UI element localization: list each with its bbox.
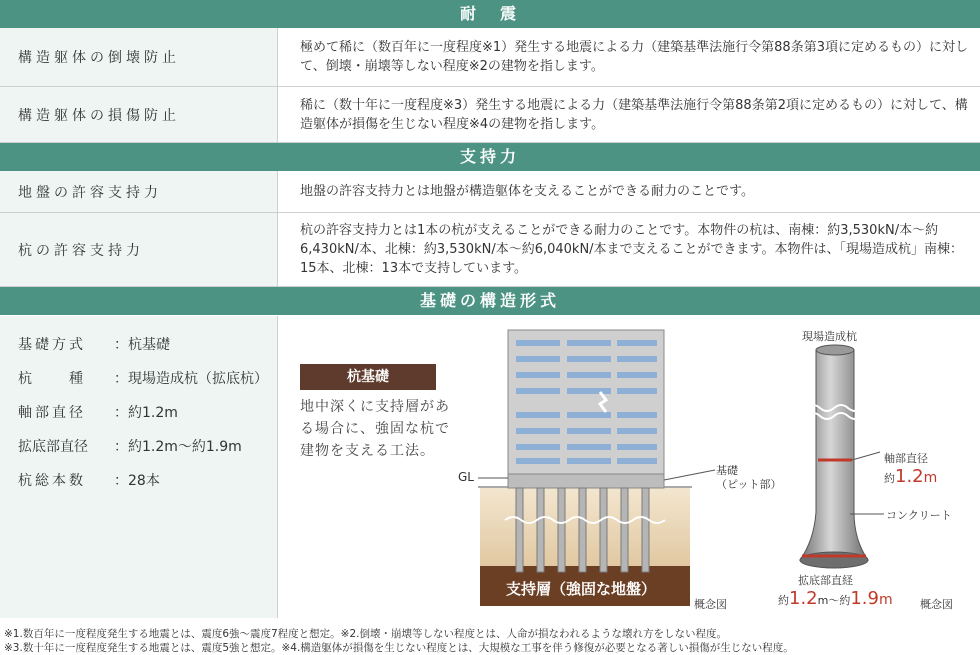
support-layer-label: 支持層（強固な地盤） bbox=[506, 580, 657, 598]
spec-key: 杭総本数 bbox=[18, 473, 86, 489]
shaft-unit: m bbox=[923, 470, 938, 486]
section-header-taishin: 耐 震 bbox=[0, 0, 980, 28]
pile-foundation-tag: 杭基礎 bbox=[300, 364, 436, 390]
spec-colon: ： bbox=[114, 405, 128, 421]
spec-colon: ： bbox=[114, 439, 128, 455]
shaft-value-group bbox=[884, 466, 937, 487]
pit-label: （ピット部） bbox=[716, 478, 782, 491]
base-pre: 約 bbox=[778, 594, 789, 607]
spec-value: 現場造成杭（拡底杭） bbox=[128, 371, 268, 387]
method-description: 地中深くに支持層がある場合に、強固な杭で建物を支える工法。 bbox=[300, 399, 450, 459]
base-value-1: 1.2 bbox=[789, 588, 818, 609]
gl-label: GL bbox=[458, 470, 474, 484]
concept-label-pile: 概念図 bbox=[920, 598, 953, 611]
row-text: 杭の許容支持力とは1本の杭が支えることができる耐力のことです。本物件の杭は、南棟：約3,530kN/本～約6,430kN/本、北棟：約3,530kN/本～約6,040kN/本まで支えることができます。本物件は、「現場造成杭」南棟：15本、北棟：13本で支持しています。 bbox=[300, 223, 964, 276]
base-value-group bbox=[778, 588, 893, 609]
pile-top bbox=[816, 345, 854, 355]
spec-colon: ： bbox=[114, 473, 128, 489]
section-header-shiji: 支持力 bbox=[0, 143, 980, 171]
shaft-leader bbox=[852, 452, 880, 460]
foundation-label: 基礎 bbox=[716, 464, 738, 477]
spec-key: 杭 種 bbox=[18, 371, 86, 387]
concrete-label: コンクリート bbox=[886, 509, 952, 522]
pile-title: 現場造成杭 bbox=[802, 330, 857, 343]
foundation-pit bbox=[508, 474, 664, 488]
cast-in-place-pile bbox=[800, 350, 868, 560]
row-text: 稀に（数十年に一度程度※3）発生する地震による力（建築基準法施行令第88条第2項に定めるもの）に対して、構造躯体が損傷を生じない程度※4の建物を指します。 bbox=[300, 97, 968, 132]
spec-value: 約1.2m bbox=[128, 405, 178, 421]
row-label: 地盤の許容支持力 bbox=[0, 171, 278, 212]
spec-key: 軸部直径 bbox=[18, 405, 86, 421]
pile-base bbox=[800, 552, 868, 568]
spec-key: 拡底部直径 bbox=[18, 439, 88, 455]
spec-key: 基礎方式 bbox=[18, 337, 86, 353]
base-unit: m bbox=[879, 592, 893, 608]
footnote: ※3.数十年に一度程度発生する地震とは、震度5強と想定。※4.構造躯体が損傷を生じない程度とは、大規模な工事を伴う修復が必要となる著しい損傷が生じない程度。 bbox=[4, 642, 794, 654]
section-header-kiso: 基礎の構造形式 bbox=[0, 287, 980, 315]
row-label: 杭の許容支持力 bbox=[0, 213, 278, 286]
row-label: 構造躯体の損傷防止 bbox=[0, 87, 278, 142]
footnote: ※1.数百年に一度程度発生する地震とは、震度6強～震度7程度と想定。※2.倒壊・崩壊等しない程度とは、人命が損なわれるような壊れ方をしない程度。 bbox=[4, 628, 727, 640]
row-text: 地盤の許容支持力とは地盤が構造躯体を支えることができる耐力のことです。 bbox=[300, 184, 754, 199]
row-label: 構造躯体の倒壊防止 bbox=[0, 28, 278, 86]
spec-value: 杭基礎 bbox=[128, 337, 170, 353]
concept-label-building: 概念図 bbox=[694, 598, 727, 611]
spec-colon: ： bbox=[114, 371, 128, 387]
base-value-2: 1.9 bbox=[850, 588, 879, 609]
spec-value: 28本 bbox=[128, 473, 160, 489]
building bbox=[508, 330, 664, 474]
shaft-label: 軸部直径 bbox=[884, 452, 928, 465]
row-text: 極めて稀に（数百年に一度程度※1）発生する地震による力（建築基準法施行令第88条第3項に定めるもの）に対して、倒壊・崩壊等しない程度※2の建物を指します。 bbox=[300, 40, 968, 74]
shaft-pre: 約 bbox=[884, 472, 895, 485]
spec-value: 約1.2m～約1.9m bbox=[128, 439, 242, 455]
base-label: 拡底部直経 bbox=[798, 574, 853, 587]
base-mid: m～約 bbox=[817, 594, 851, 607]
shaft-value: 1.2 bbox=[895, 466, 924, 487]
spec-colon: ： bbox=[114, 337, 128, 353]
foundation-leader bbox=[664, 470, 715, 480]
